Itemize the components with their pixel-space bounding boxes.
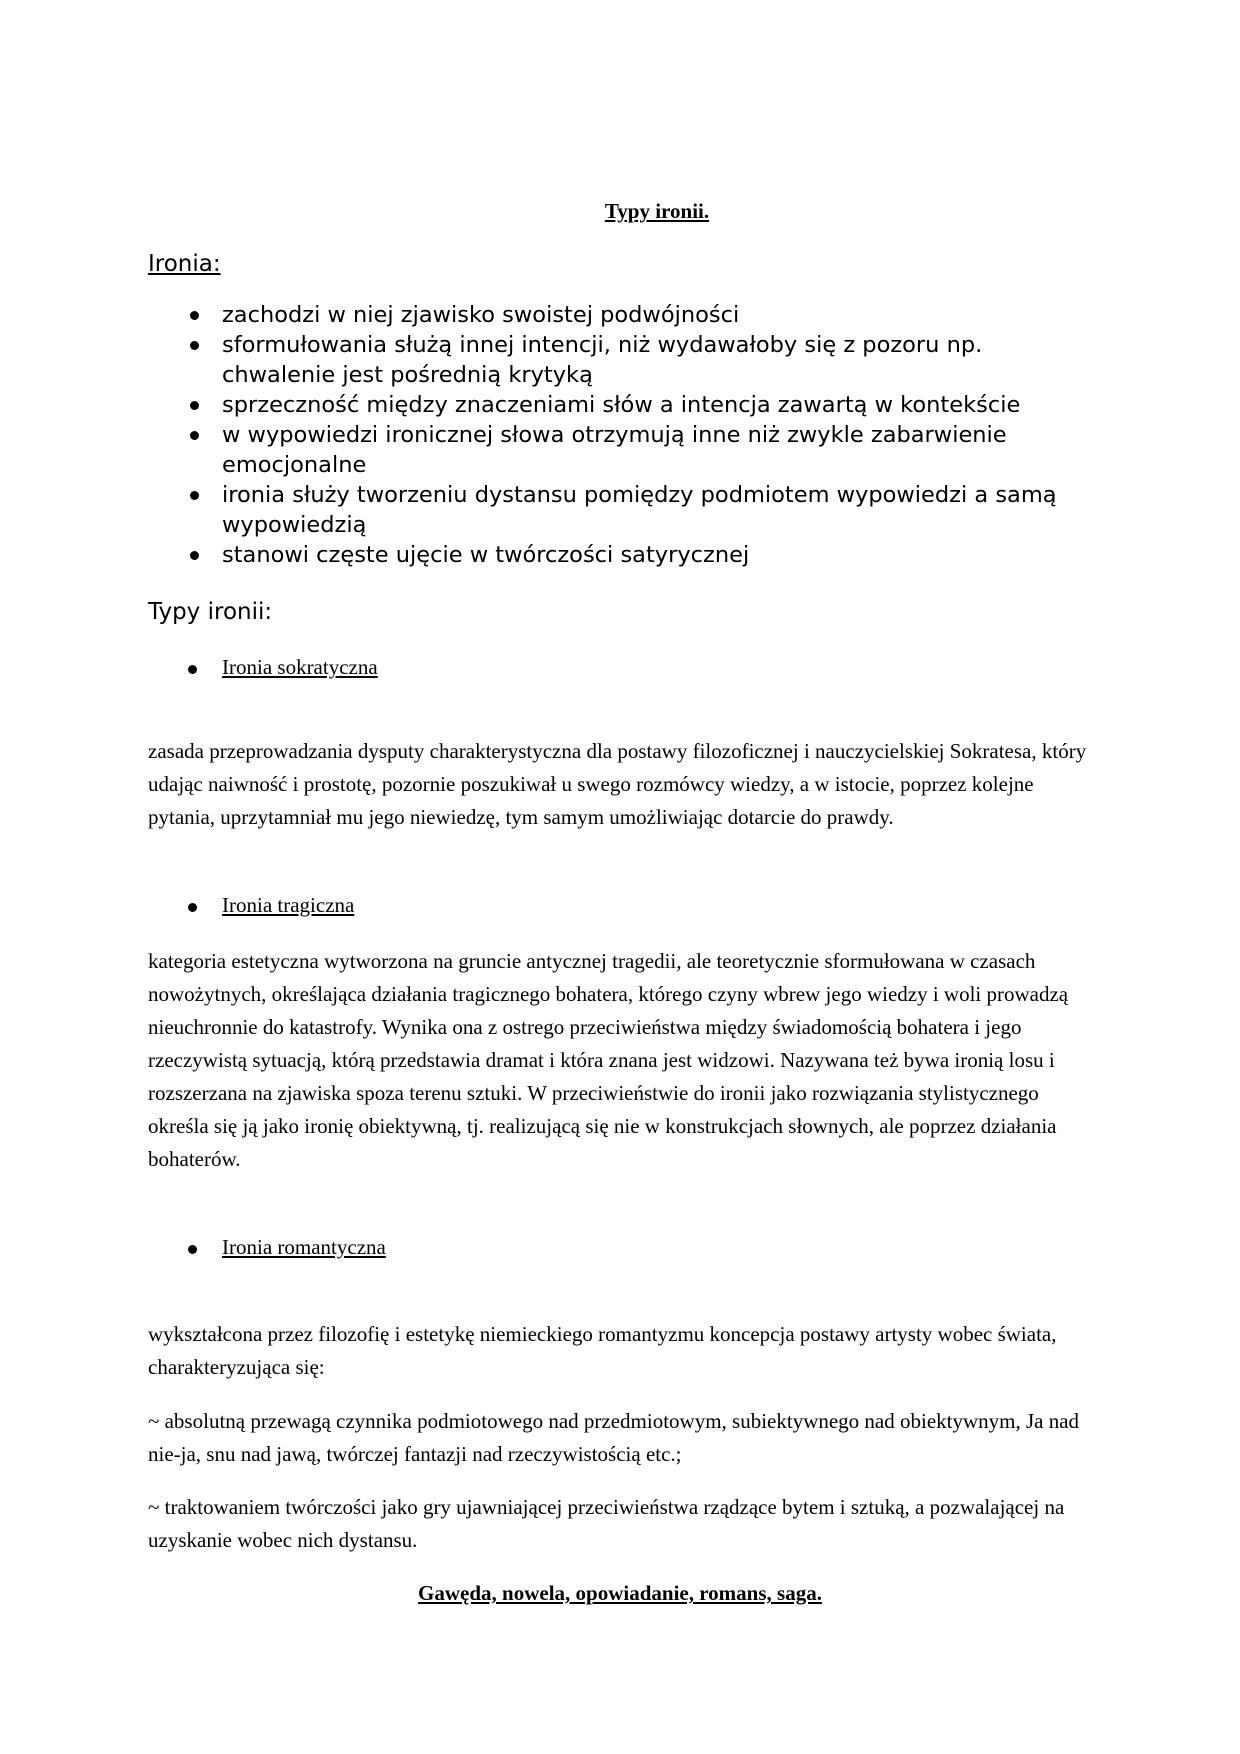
list-item: w wypowiedzi ironicznej słowa otrzymują inne niż zwykle zabarwienie emocjonalne <box>148 420 1088 480</box>
bullet-icon <box>188 1245 197 1254</box>
bullet-icon <box>190 311 199 320</box>
bullet-icon <box>188 665 197 674</box>
bullet-icon <box>190 341 199 350</box>
type-description-romantic: wykształcona przez filozofię i estetykę niemieckiego romantyzmu koncepcja postawy artysty wobec świata, charakteryzująca się: <box>148 1322 1057 1379</box>
types-heading: Typy ironii: <box>148 599 273 625</box>
romantic-point: ~ traktowaniem twórczości jako gry ujawniającej przeciwieństwa rządzące bytem i sztuką, a pozwalającej na uzyskanie wobec nich dystansu. <box>148 1495 1065 1552</box>
intro-heading: Ironia: <box>148 251 221 277</box>
type-name: Ironia tragiczna <box>222 893 355 917</box>
bullet-icon <box>190 551 199 560</box>
list-item: sformułowania służą innej intencji, niż wydawałoby się z pozoru np. chwalenie jest pośrednią krytyką <box>148 330 1088 390</box>
type-name: Ironia sokratyczna <box>222 655 378 679</box>
type-description-tragic: kategoria estetyczna wytworzona na gruncie antycznej tragedii, ale teoretycznie sformułowana w czasach nowożytnych, określająca działania tragicznego bohatera, którego czyny wbrew jego wiedzy i woli prowadzą nieuchronnie do katastrofy. Wynika ona z ostrego przeciwieństwa między świadomością bohatera i jego rzeczywistą sytuacją, którą przedstawia dramat i która znana jest widzowi. Nazywana też bywa ironią losu i rozszerzana na zjawiska spoza terenu sztuki. W przeciwieństwie do ironii jako rozwiązania stylistycznego określa się ją jako ironię obiektywną, tj. realizującą się nie w konstrukcjach słownych, ale poprzez działania bohaterów. <box>148 949 1069 1171</box>
type-name: Ironia romantyczna <box>222 1235 386 1259</box>
romantic-point: ~ absolutną przewagą czynnika podmiotowego nad przedmiotowym, subiektywnego nad obiektywnym, Ja nad nie-ja, snu nad jawą, twórczej fantazji nad rzeczywistością etc.; <box>148 1409 1080 1466</box>
bullet-icon <box>190 401 199 410</box>
bullet-icon <box>190 431 199 440</box>
features-list <box>148 300 1088 570</box>
bullet-icon <box>190 491 199 500</box>
list-item: stanowi częste ujęcie w twórczości satyrycznej <box>148 540 1088 570</box>
bullet-icon <box>188 903 197 912</box>
list-item: ironia służy tworzeniu dystansu pomiędzy podmiotem wypowiedzi a samą wypowiedzią <box>148 480 1088 540</box>
list-item: sprzeczność między znaczeniami słów a intencja zawartą w kontekście <box>148 390 1088 420</box>
list-item: zachodzi w niej zjawisko swoistej podwójności <box>148 300 1088 330</box>
next-section-title: Gawęda, nowela, opowiadanie, romans, saga. <box>418 1581 822 1605</box>
type-description-socratic: zasada przeprowadzania dysputy charakterystyczna dla postawy filozoficznej i nauczycielskiej Sokratesa, który udając naiwność i prostotę, pozornie poszukiwał u swego rozmówcy wiedzy, a w istocie, poprzez kolejne pytania, uprzytamniał mu jego niewiedzę, tym samym umożliwiając dotarcie do prawdy. <box>148 739 1087 829</box>
document-title: Typy ironii. <box>604 199 710 223</box>
